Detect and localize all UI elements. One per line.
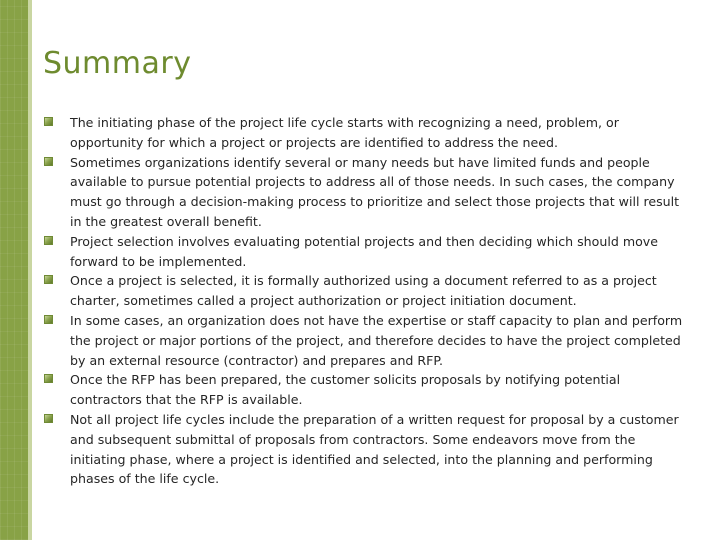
bullet-text: Not all project life cycles include the preparation of a written request for proposal by a customer and subsequent submittal of proposals from contractors. Some endeavors move from the initiating phase, where a project is identified and selected, into the planning and performing phases of the life cycle.: [70, 411, 679, 487]
side-decoration-edge: [28, 0, 32, 540]
bullet-text: Once a project is selected, it is formally authorized using a document referred to as a project charter, sometimes called a project authorization or project initiation document.: [70, 273, 657, 309]
square-bullet-icon: [44, 117, 53, 126]
bullet-item: [44, 311, 684, 370]
bullet-text: Project selection involves evaluating potential projects and then deciding which should move forward to be implemented.: [70, 233, 659, 269]
square-bullet-icon: [44, 236, 53, 245]
square-bullet-icon: [44, 414, 53, 423]
bullet-item: [44, 271, 684, 311]
square-bullet-icon: [44, 315, 53, 324]
bullet-text: Sometimes organizations identify several or many needs but have limited funds and people available to pursue potential projects to address all of those needs. In such cases, the company must go through a decision-making process to prioritize and select those projects that will result in the greatest overall benefit.: [70, 154, 680, 229]
bullet-item: [44, 232, 684, 272]
slide-title: Summary: [43, 46, 192, 81]
bullet-text: Once the RFP has been prepared, the customer solicits proposals by notifying potential contractors that the RFP is available.: [70, 372, 621, 408]
bullet-text: The initiating phase of the project life cycle starts with recognizing a need, problem, or opportunity for which a project or projects are identified to address the need.: [70, 115, 619, 150]
square-bullet-icon: [44, 275, 53, 284]
side-decoration-pattern: [0, 0, 28, 540]
square-bullet-icon: [44, 374, 53, 383]
bullet-item: [44, 113, 684, 153]
bullet-list: [44, 113, 684, 489]
bullet-item: [44, 410, 684, 489]
square-bullet-icon: [44, 157, 53, 166]
bullet-item: [44, 370, 684, 410]
bullet-text: In some cases, an organization does not have the expertise or staff capacity to plan and perform the project or major portions of the project, and therefore decides to have the project completed by an external resource (contractor) and prepares and RFP.: [70, 312, 683, 368]
bullet-item: [44, 153, 684, 232]
